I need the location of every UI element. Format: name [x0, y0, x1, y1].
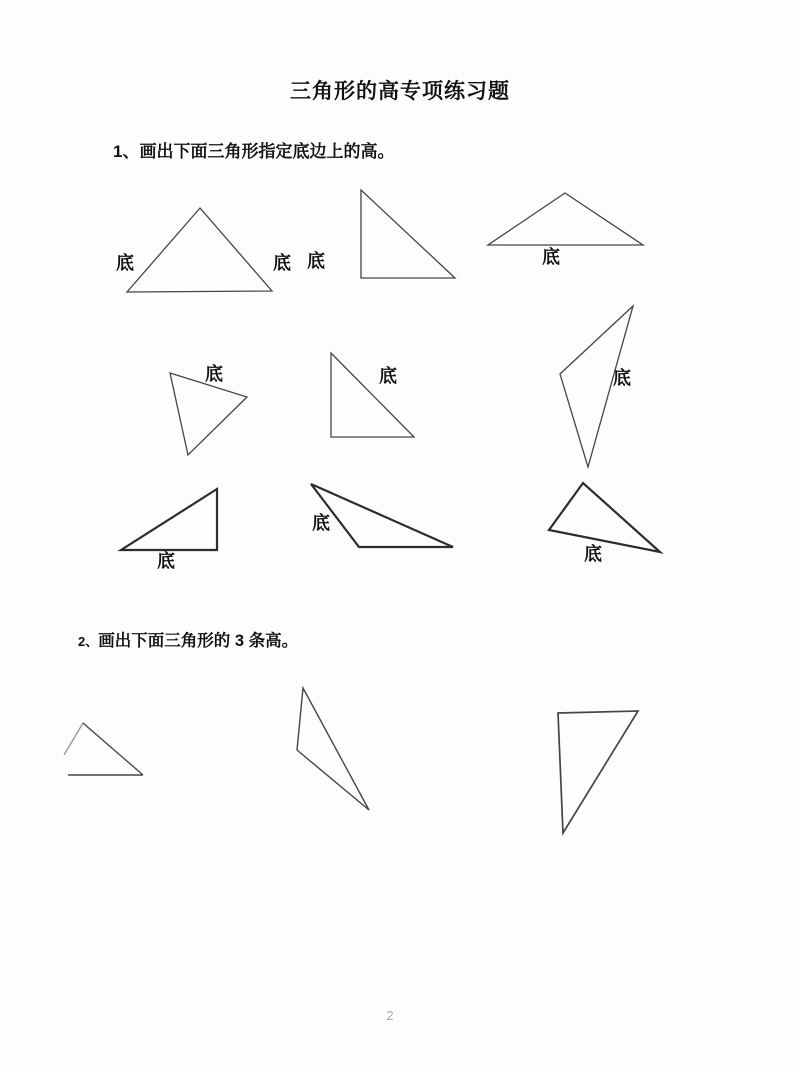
row1-wide-triangle	[488, 193, 643, 245]
base-label: 底	[542, 247, 560, 267]
question-2	[78, 627, 298, 651]
row3-right-triangle	[121, 489, 217, 550]
bottom-middle-triangle	[297, 688, 369, 810]
row3-scalene-triangle	[549, 483, 660, 552]
bottom-right-triangle	[558, 711, 638, 833]
question-1-text: 画出下面三角形指定底边上的高。	[139, 142, 395, 161]
base-label: 底	[157, 551, 175, 571]
row2-right-triangle	[331, 353, 414, 437]
base-label: 底	[613, 368, 631, 388]
page-number: 2	[386, 1008, 394, 1023]
bottom-left-clipped-edge	[64, 723, 83, 755]
row1-isosceles-triangle	[127, 208, 272, 292]
base-label: 底	[584, 544, 602, 564]
question-1-number: 1、	[113, 142, 140, 161]
question-2-text: 画出下面三角形的 3 条高。	[98, 632, 299, 650]
base-label: 底	[312, 513, 330, 533]
base-label: 底	[307, 251, 325, 271]
base-label: 底	[273, 253, 291, 273]
base-label: 底	[116, 253, 134, 273]
bottom-left-clipped-edge	[83, 723, 143, 775]
row3-obtuse-triangle	[311, 484, 453, 547]
page-title: 三角形的高专项练习题	[290, 80, 510, 103]
base-label: 底	[379, 366, 397, 386]
row2-rotated-triangle	[170, 373, 247, 455]
row1-right-triangle	[361, 190, 455, 278]
question-2-number: 2、	[78, 634, 99, 649]
base-label: 底	[205, 364, 223, 384]
